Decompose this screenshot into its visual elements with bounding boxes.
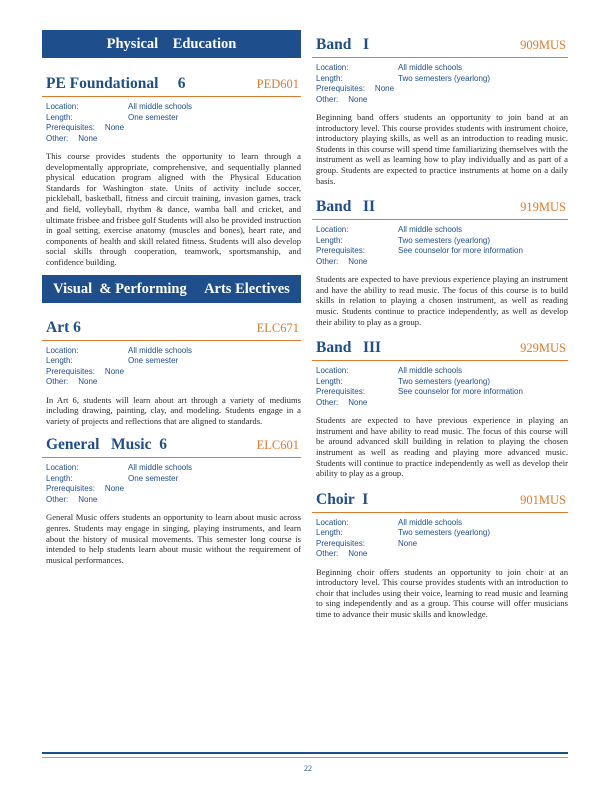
location-value: All middle schools xyxy=(128,345,193,355)
course-code: 929MUS xyxy=(520,341,566,356)
prerequisites-label: Prerequisites: xyxy=(46,484,95,494)
course-general-music-6 xyxy=(42,436,301,565)
course-pe-foundational-6 xyxy=(42,75,301,268)
prerequisites-value: See counselor for more information xyxy=(398,246,523,256)
location-label: Location: xyxy=(316,366,349,376)
location-label: Location: xyxy=(46,345,79,355)
other-label: Other: xyxy=(46,133,69,143)
location-value: All middle schools xyxy=(398,225,463,235)
other-value: None xyxy=(78,494,98,504)
location-label: Location: xyxy=(46,102,79,111)
location-value: All middle schools xyxy=(128,102,193,111)
prerequisites-value: None xyxy=(104,123,125,132)
location-value: All middle schools xyxy=(398,517,463,527)
prerequisites-label: Prerequisites: xyxy=(316,246,365,256)
course-header xyxy=(42,436,301,458)
other-label: Other: xyxy=(316,94,339,104)
prerequisites-label: Prerequisites: xyxy=(46,123,95,132)
location-value: All middle schools xyxy=(398,366,463,376)
location-value: All middle schools xyxy=(398,63,463,72)
other-label: Other: xyxy=(316,256,339,266)
prerequisites-label: Prerequisites: xyxy=(46,366,95,376)
other-value: None xyxy=(348,94,368,104)
course-header xyxy=(42,75,301,97)
other-value: None xyxy=(348,549,368,559)
location-label: Location: xyxy=(316,517,349,527)
course-code: 901MUS xyxy=(520,492,566,507)
course-description: Beginning choir offers students an opportunity to join choir at an introductory level. This course provides students with an introduction to choir that includes using their voice, learning to read music and learning to sing independently and as a group. This course will offer musicians time to advance their music skills and knowledge. xyxy=(316,566,568,620)
location-label: Location: xyxy=(46,463,79,473)
other-label: Other: xyxy=(46,377,69,387)
course-title: Band I xyxy=(316,36,369,53)
course-code: ELC671 xyxy=(256,320,299,335)
course-header xyxy=(312,198,568,220)
length-label: Length: xyxy=(316,235,343,245)
course-band-2 xyxy=(312,198,568,327)
course-title: Choir I xyxy=(316,490,369,508)
length-value: Two semesters (yearlong) xyxy=(398,528,491,538)
course-meta xyxy=(42,463,301,505)
prerequisites-label: Prerequisites: xyxy=(316,538,365,548)
course-description: This course provides students the opportunity to learn through a developmentally appropriate, comprehensive, and sequentially planned physical education program aligned with the Physical Education Standards for Washington state. Units of activity include soccer, pickleball, basketball, fitness and circuit training, invasion games, track and field, volleyball, rhythm & dance, wamba ball and cricket, and ultimate frisbee and frisbee golf Students will also be provided instruction in goal setting, exercise anatomy (muscles and bones), heart rate, and components of health and skill related fitness. Students will also develop social skills through cooperation, teamwork, sportsmanship, and confidence building. xyxy=(46,151,301,267)
length-label: Length: xyxy=(316,528,343,538)
course-description: General Music offers students an opportunity to learn about music across genres. Students may engage in singing, playing instruments, and learn about the history of musical movements. This semester long course is intended to help students learn about music without the requirement of musical performances. xyxy=(46,512,301,565)
course-meta xyxy=(312,63,568,105)
prerequisites-value: See counselor for more information xyxy=(398,387,523,397)
course-code: PED601 xyxy=(256,77,299,91)
length-value: One semester xyxy=(128,473,179,483)
length-value: One semester xyxy=(128,112,179,122)
course-art-6 xyxy=(42,319,301,427)
length-value: Two semesters (yearlong) xyxy=(398,73,491,83)
left-column xyxy=(42,30,301,565)
other-label: Other: xyxy=(316,397,339,407)
course-meta xyxy=(312,225,568,267)
footer-rule xyxy=(42,752,568,754)
other-label: Other: xyxy=(46,494,69,504)
course-header xyxy=(312,491,568,513)
prerequisites-value: None xyxy=(104,366,125,376)
length-label: Length: xyxy=(46,473,73,483)
course-header xyxy=(312,36,568,58)
course-header xyxy=(42,319,301,341)
course-meta xyxy=(312,366,568,408)
course-description: Students are expected to have previous experience in playing an instrument and have ability to read music. The focus of this course will be around advanced skill building in relation to playing the chosen instrument as well as reading and playing more advanced music. Students will continue to practice independently as well as develop their ability to play as a group. xyxy=(316,415,568,479)
course-header xyxy=(312,339,568,361)
footer-rule-thin xyxy=(42,757,568,758)
other-label: Other: xyxy=(316,549,339,559)
course-meta xyxy=(312,518,568,560)
prerequisites-label: Prerequisites: xyxy=(316,387,365,397)
length-label: Length: xyxy=(316,73,343,83)
course-choir-1 xyxy=(312,491,568,620)
prerequisites-value: None xyxy=(104,484,125,494)
other-value: None xyxy=(78,133,98,143)
prerequisites-value: None xyxy=(374,84,395,93)
length-value: Two semesters (yearlong) xyxy=(398,235,491,245)
other-value: None xyxy=(348,397,368,407)
course-title: Art 6 xyxy=(46,318,81,336)
length-value: Two semesters (yearlong) xyxy=(398,376,491,386)
course-description: Beginning band offers students an opportunity to join band at an introductory level. This course provides students with instrument choice, introductory playing skills, as well as an introduction to reading music. Students in this course will spend time familiarizing themselves with the instrument as well as learning how to play individually and as part of a group. Students are expected to practice instruments at home on a daily basis. xyxy=(316,112,568,186)
section-banner-physical-education: Physical Education xyxy=(42,30,301,58)
course-code: ELC601 xyxy=(256,438,299,453)
other-value: None xyxy=(348,256,368,266)
prerequisites-label: Prerequisites: xyxy=(316,84,365,93)
course-code: 919MUS xyxy=(520,200,566,215)
course-band-1 xyxy=(312,36,568,186)
section-banner-arts-electives: Visual & Performing Arts Electives xyxy=(42,275,301,303)
other-value: None xyxy=(78,377,98,387)
course-meta xyxy=(42,346,301,388)
length-label: Length: xyxy=(46,112,73,122)
course-title: Band II xyxy=(316,198,376,216)
course-description: Students are expected to have previous experience playing an instrument and have the ability to read music. The focus of this course is to build skills in relation to playing a chosen instrument, as well as reading music. Students continue to practice independently, as well as develop their ability to play as a group. xyxy=(316,274,568,327)
prerequisites-value: None xyxy=(398,538,418,548)
location-label: Location: xyxy=(316,63,349,72)
course-description: In Art 6, students will learn about art through a variety of mediums including drawing, painting, clay, and modeling. Students engage in a variety of projects and reflections that are aligned to standards. xyxy=(46,394,301,426)
location-value: All middle schools xyxy=(128,463,193,473)
right-column xyxy=(312,36,568,620)
course-title: General Music 6 xyxy=(46,436,167,454)
course-meta xyxy=(42,102,301,144)
length-value: One semester xyxy=(128,356,179,366)
course-band-3 xyxy=(312,339,568,479)
course-code: 909MUS xyxy=(520,38,566,52)
course-title: Band III xyxy=(316,339,382,357)
course-title: PE Foundational 6 xyxy=(46,75,186,92)
length-label: Length: xyxy=(46,356,73,366)
location-label: Location: xyxy=(316,225,349,235)
length-label: Length: xyxy=(316,376,343,386)
page-number: 22 xyxy=(304,764,312,773)
